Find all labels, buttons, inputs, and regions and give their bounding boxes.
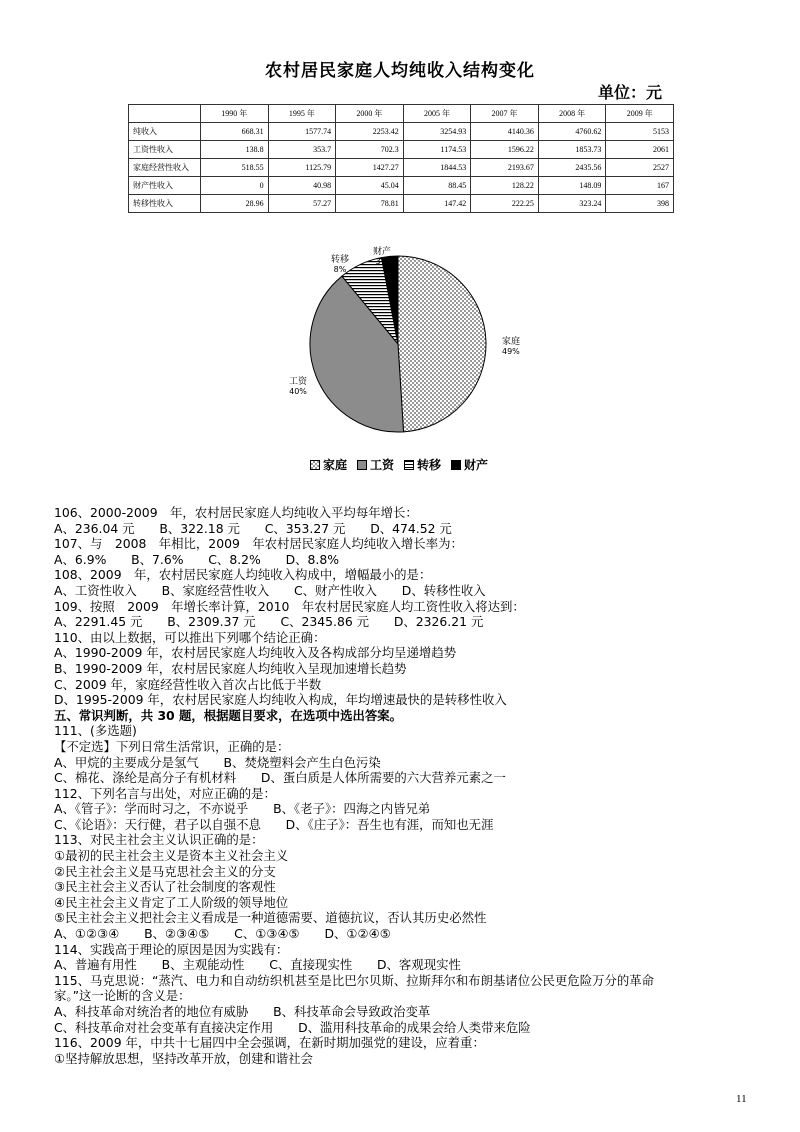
table-cell: 2527 (606, 159, 674, 177)
row-label: 工资性收入 (129, 141, 201, 159)
table-cell: 1125.79 (268, 159, 336, 177)
table-cell: 3254.93 (403, 123, 471, 141)
table-header-cell: 2007 年 (471, 105, 539, 123)
text-line: 108、2009 年，农村居民家庭人均纯收入构成中，增幅最小的是： (54, 567, 432, 583)
table-cell: 323.24 (538, 195, 606, 213)
table-cell: 57.27 (268, 195, 336, 213)
unit-label: 单位：元 (598, 83, 663, 102)
table-cell: 222.25 (471, 195, 539, 213)
text-line: A、236.04 元 B、322.18 元 C、353.27 元 D、474.52 元 (54, 520, 452, 536)
table-header-cell: 2000 年 (336, 105, 404, 123)
legend-label: 家庭 (323, 458, 348, 472)
table-header-cell (129, 105, 201, 123)
row-label: 财产性收入 (129, 177, 201, 195)
income-table (128, 104, 674, 213)
text-line: 107、与 2008 年相比，2009 年农村居民家庭人均纯收入增长率为： (54, 536, 463, 552)
table-cell: 518.55 (201, 159, 269, 177)
pie-slice (398, 256, 486, 432)
table-header-cell: 1995 年 (268, 105, 336, 123)
table-cell: 1427.27 (336, 159, 404, 177)
slice-value-label: 3% (375, 257, 389, 266)
text-line: A、科技革命对统治者的地位有威胁 B、科技革命会导致政治变革 (54, 1004, 431, 1019)
slice-value-label: 49% (502, 347, 520, 356)
table-cell: 2193.67 (471, 159, 539, 177)
table-header-cell: 2005 年 (403, 105, 471, 123)
text-line: 112、下列名言与出处，对应正确的是： (54, 785, 276, 801)
table-cell: 4140.36 (471, 123, 539, 141)
table-cell: 2435.56 (538, 159, 606, 177)
legend-item (357, 456, 394, 473)
table-cell: 0 (201, 177, 269, 195)
slice-category-label: 转移 (330, 255, 350, 265)
page-number: 11 (736, 1093, 747, 1105)
text-line: 109、按照 2009 年增长率计算，2010 年农村居民家庭人均工资性收入将达到： (54, 598, 525, 614)
page-title: 农村居民家庭人均纯收入结构变化 (265, 61, 535, 81)
table-row (129, 141, 674, 159)
table-cell: 1853.73 (538, 141, 606, 159)
text-line: 五、常识判断，共 30 题，根据题目要求，在选项中选出答案。 (54, 707, 403, 723)
text-line: 【不定选】下列日常生活常识，正确的是： (54, 738, 290, 754)
text-line: 111、(多选题) (54, 723, 137, 739)
table-cell: 2253.42 (336, 123, 404, 141)
text-line: ⑤民主社会主义把社会主义看成是一种道德需要、道德抗议，否认其历史必然性 (54, 910, 487, 926)
table-cell: 40.98 (268, 177, 336, 195)
row-label: 家庭经营性收入 (129, 159, 201, 177)
text-line: 116、2009 年，中共十七届四中全会强调，在新时期加强党的建设，应着重： (54, 1035, 485, 1051)
text-line: A、普遍有用性 B、主观能动性 C、直接现实性 D、客观现实性 (54, 957, 461, 973)
text-line: 113、对民主社会主义认识正确的是： (54, 832, 264, 848)
table-row (129, 177, 674, 195)
row-label: 转移性收入 (129, 195, 201, 213)
slice-value-label: 8% (333, 265, 347, 274)
table-cell: 668.31 (201, 123, 269, 141)
text-line: C、《论语》：天行健，君子以自强不息 D、《庄子》：吾生也有涯，而知也无涯 (54, 816, 494, 832)
legend-label: 工资 (370, 458, 395, 472)
table-cell: 1577.74 (268, 123, 336, 141)
table-cell: 138.8 (201, 141, 269, 159)
legend-label: 转移 (417, 458, 442, 472)
text-line: A、工资性收入 B、家庭经营性收入 C、财产性收入 D、转移性收入 (54, 582, 486, 598)
text-line: A、6.9% B、7.6% C、8.2% D、8.8% (54, 551, 339, 567)
table-header-cell: 2009 年 (606, 105, 674, 123)
table-cell: 702.3 (336, 141, 404, 159)
table-cell: 167 (606, 177, 674, 195)
table-cell: 147.42 (403, 195, 471, 213)
text-line: 114、实践高于理论的原因是因为实践有： (54, 941, 289, 957)
table-cell: 1596.22 (471, 141, 539, 159)
text-line: A、1990-2009 年，农村居民家庭人均纯收入及各构成部分均呈递增趋势 (54, 645, 457, 661)
table-cell: 398 (606, 195, 674, 213)
text-line: D、1995-2009 年，农村居民家庭人均纯收入构成，年均增速最快的是转移性收入 (54, 692, 507, 708)
legend-item (404, 456, 441, 473)
text-line: ①坚持解放思想，坚持改革开放，创建和谐社会 (54, 1050, 313, 1066)
table-cell: 1174.53 (403, 141, 471, 159)
question-text (54, 505, 754, 1066)
table-cell: 88.45 (403, 177, 471, 195)
text-line: A、①②③④ B、②③④⑤ C、①③④⑤ D、①②④⑤ (54, 926, 391, 942)
table-cell: 4760.62 (538, 123, 606, 141)
table-cell: 2061 (606, 141, 674, 159)
text-line: ②民主社会主义是马克思社会主义的分支 (54, 863, 276, 879)
slice-category-label: 家庭 (502, 337, 521, 347)
text-line: C、2009 年，家庭经营性收入首次占比低于半数 (54, 676, 322, 692)
table-cell: 5153 (606, 123, 674, 141)
chart-legend (310, 456, 488, 473)
table-cell: 353.7 (268, 141, 336, 159)
legend-label: 财产 (464, 458, 489, 472)
legend-swatch (404, 460, 414, 470)
text-line: A、《管子》：学而时习之，不亦说乎 B、《老子》：四海之内皆兄弟 (54, 801, 431, 817)
text-line: B、1990-2009 年，农村居民家庭人均纯收入呈现加速增长趋势 (54, 660, 407, 676)
table-header-cell: 1990 年 (201, 105, 269, 123)
table-cell: 1844.53 (403, 159, 471, 177)
text-line: 110、由以上数据，可以推出下列哪个结论正确： (54, 629, 326, 645)
slice-category-label: 财产 (372, 247, 392, 257)
table-cell: 128.22 (471, 177, 539, 195)
legend-swatch (451, 460, 461, 470)
legend-swatch (357, 460, 367, 470)
legend-item (310, 456, 347, 473)
text-line: ③民主社会主义否认了社会制度的客观性 (54, 879, 276, 895)
table-row (129, 195, 674, 213)
row-label: 纯收入 (129, 123, 201, 141)
text-line: A、2291.45 元 B、2309.37 元 C、2345.86 元 D、2326.21 元 (54, 614, 484, 630)
text-line: ①最初的民主社会主义是资本主义社会主义 (54, 848, 289, 864)
text-line: C、科技革命对社会变革有直接决定作用 D、滥用科技革命的成果会给人类带来危险 (54, 1019, 531, 1035)
legend-swatch (310, 460, 320, 470)
slice-category-label: 工资 (288, 377, 308, 387)
table-header-cell: 2008 年 (538, 105, 606, 123)
legend-item (451, 456, 488, 473)
table-cell: 28.96 (201, 195, 269, 213)
table-row (129, 123, 674, 141)
text-line: C、棉花、涤纶是高分子有机材料 D、蛋白质是人体所需要的六大营养元素之一 (54, 770, 506, 786)
table-cell: 148.09 (538, 177, 606, 195)
text-line: ④民主社会主义肯定了工人阶级的领导地位 (54, 894, 289, 910)
slice-value-label: 40% (289, 387, 307, 396)
table-cell: 45.04 (336, 177, 404, 195)
text-line: 106、2000-2009 年，农村居民家庭人均纯收入平均每年增长： (54, 505, 418, 520)
text-line: 家。”这一论断的含义是： (54, 988, 191, 1004)
table-header-row (129, 105, 674, 123)
pie-chart (270, 240, 530, 440)
text-line: A、甲烷的主要成分是氢气 B、焚烧塑料会产生白色污染 (54, 754, 381, 770)
table-row (129, 159, 674, 177)
table-cell: 78.81 (336, 195, 404, 213)
text-line: 115、马克思说：“蒸汽、电力和自动纺织机甚至是比巴尔贝斯、拉斯拜尔和布朗基诸位公民更危险万分的革命 (54, 972, 655, 988)
